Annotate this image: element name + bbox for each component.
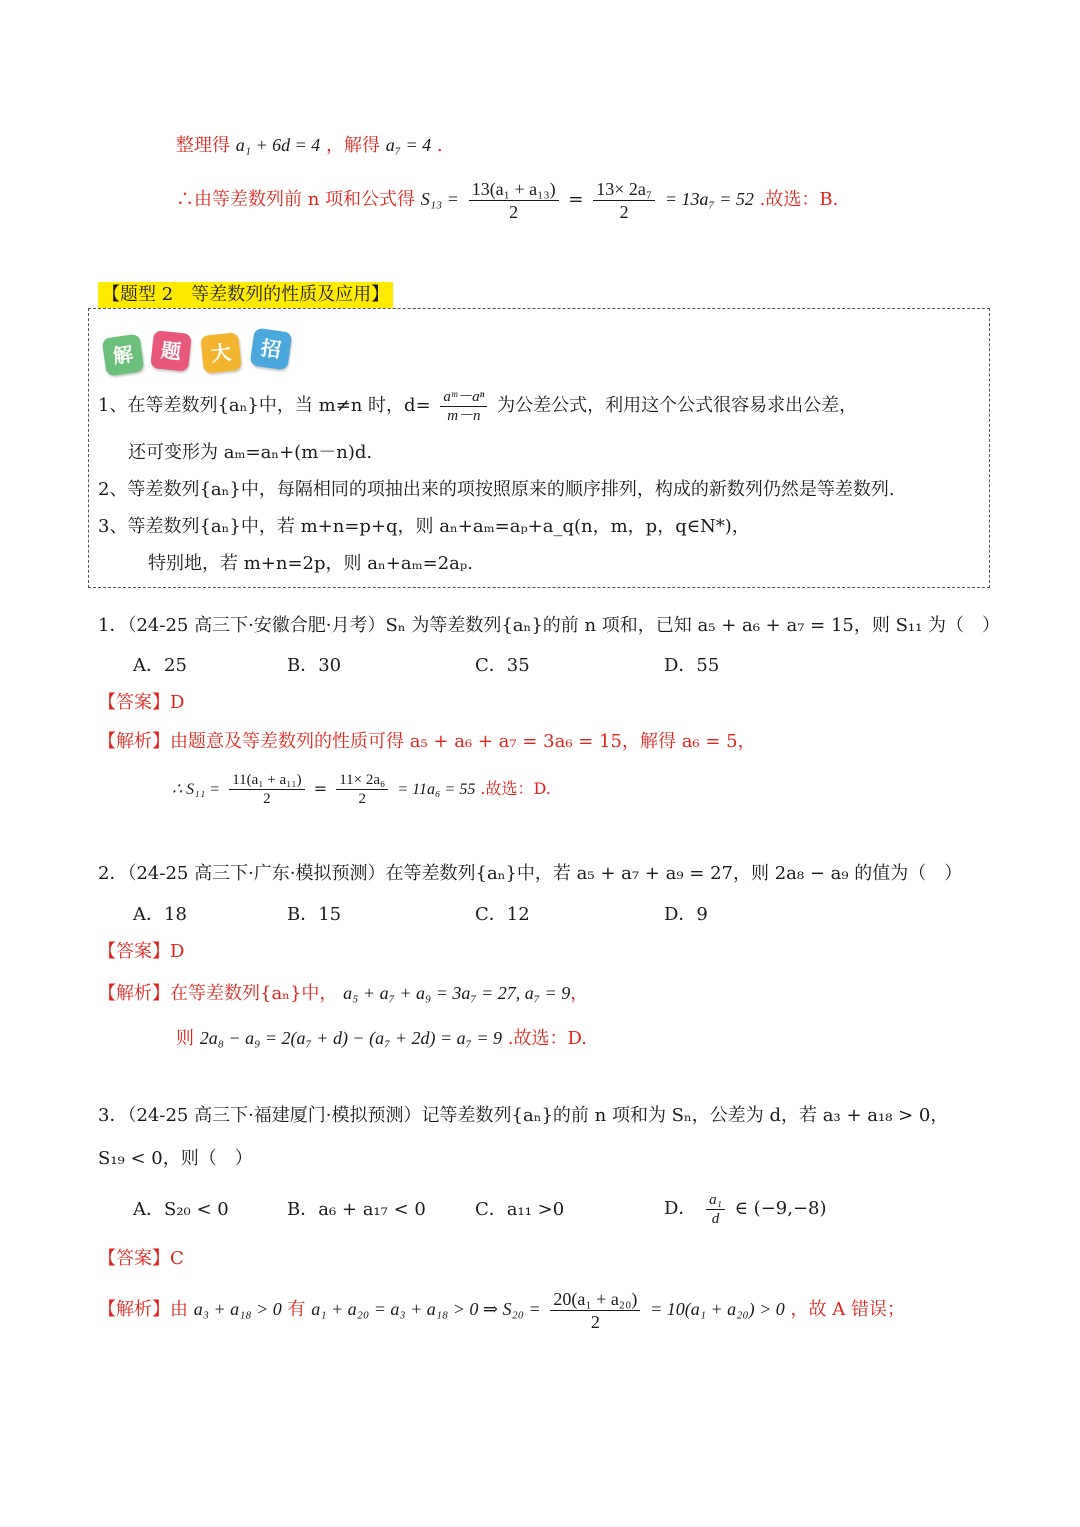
tip-3-cont: 特别地，若 m+n=2p，则 aₙ+aₘ=2aₚ. <box>148 553 473 574</box>
q1-answer: 【答案】D <box>98 692 185 713</box>
q3-option-d: D． $\frac{\text{a₁}}{d}$ ∈ (−9,−8) <box>664 1191 827 1227</box>
section-heading: 【题型 2 等差数列的性质及应用】 <box>98 282 393 308</box>
fraction: $\frac{\text{aᵐ－aⁿ}}{m-n}$ <box>440 388 487 425</box>
q2-analysis: 【解析】在等差数列{aₙ}中， a₅ + a₇ + a₉ = 3a₇ = 27, a₇ = 9， <box>98 983 589 1004</box>
tips-badge-logo <box>104 318 304 380</box>
tip-2: 2、等差数列{aₙ}中，每隔相同的项抽出来的项按照原来的顺序排列，构成的新数列仍然是等差数列. <box>98 479 895 500</box>
question-3-stem: 3．（24-25 高三下·福建厦门·模拟预测）记等差数列{aₙ}的前 n 项和为 Sₙ，公差为 d，若 a₃ + a₁₈ > 0， <box>98 1105 949 1126</box>
fraction: $\frac{\text{13× 2a₇}}{2}$ <box>593 178 655 223</box>
fraction: $\frac{\text{11× 2a₆}}{2}$ <box>336 771 388 808</box>
q1-option-d: D．55 <box>664 655 720 676</box>
solution-line-2: ∴由等差数列前 n 项和公式得 S₁₃ = $\frac{\text{13(a₁ + a₁₃)}}{2}$ = $\frac{\text{13× 2a₇}}{2}$ = 13a₇ = 52 .故选：B. <box>176 178 839 222</box>
question-1-stem: 1．（24-25 高三下·安徽合肥·月考）Sₙ 为等差数列{aₙ}的前 n 项和，已知 a₅ + a₆ + a₇ = 15，则 S₁₁ 为（ ） <box>98 615 1001 636</box>
badge-char: 大 <box>200 332 242 374</box>
q3-option-a: A．S₂₀ < 0 <box>133 1199 229 1220</box>
badge-char: 题 <box>150 330 192 372</box>
q1-option-b: B．30 <box>287 655 342 676</box>
q2-option-b: B．15 <box>287 904 342 925</box>
solution-line-1: 整理得 a₁ + 6d = 4 ，解得 a₇ = 4 . <box>176 135 443 156</box>
q3-option-b: B．a₆ + a₁₇ < 0 <box>287 1199 426 1220</box>
q3-option-c: C．a₁₁ >0 <box>475 1199 565 1220</box>
badge-char: 招 <box>250 328 293 371</box>
question-3-stem-cont: S₁₉ < 0，则（ ） <box>98 1148 253 1169</box>
q2-answer: 【答案】D <box>98 941 185 962</box>
fraction: $\frac{\text{13(a₁ + a₁₃)}}{2}$ <box>469 178 559 223</box>
fraction: $\frac{\text{20(a₁ + a₂₀)}}{2}$ <box>550 1288 640 1333</box>
tip-1: 1、在等差数列{aₙ}中，当 m≠n 时，d= $\frac{\text{aᵐ－aⁿ}}{m-n}$ 为公差公式，利用这个公式很容易求出公差， <box>98 388 858 424</box>
q1-analysis-step: ∴ S₁₁ = $\frac{\text{11(a₁ + a₁₁)}}{2}$ = $\frac{\text{11× 2a₆}}{2}$ = 11a₆ = 55 .故选：D. <box>172 772 551 807</box>
q1-option-c: C．35 <box>475 655 530 676</box>
q2-option-a: A．18 <box>133 904 187 925</box>
q1-option-a: A．25 <box>133 655 187 676</box>
tip-1-cont: 还可变形为 aₘ=aₙ+(m－n)d. <box>128 442 373 463</box>
fraction: $\frac{\text{11(a₁ + a₁₁)}}{2}$ <box>229 771 304 808</box>
fraction: $\frac{\text{a₁}}{d}$ <box>706 1191 725 1228</box>
q2-analysis-step: 则 2a₈ − a₉ = 2(a₇ + d) − (a₇ + 2d) = a₇ = 9 .故选：D. <box>176 1028 587 1049</box>
tip-3: 3、等差数列{aₙ}中，若 m+n=p+q，则 aₙ+aₘ=aₚ+a_q(n，m，p，q∈N*)， <box>98 516 750 537</box>
q2-option-d: D．9 <box>664 904 708 925</box>
q2-option-c: C．12 <box>475 904 530 925</box>
q1-analysis: 【解析】由题意及等差数列的性质可得 a₅ + a₆ + a₇ = 3a₆ = 15，解得 a₆ = 5， <box>98 731 756 752</box>
badge-char: 解 <box>102 334 145 377</box>
q3-answer: 【答案】C <box>98 1248 184 1269</box>
q3-analysis: 【解析】由 a₃ + a₁₈ > 0 有 a₁ + a₂₀ = a₃ + a₁₈ > 0 ⇒ S₂₀ = $\frac{\text{20(a₁ + a₂₀)}}{2}$ = 10(a₁ + a₂₀) > 0 ，故 A 错误； <box>98 1288 905 1332</box>
question-2-stem: 2．（24-25 高三下·广东·模拟预测）在等差数列{aₙ}中，若 a₅ + a₇ + a₉ = 27，则 2a₈ − a₉ 的值为（ ） <box>98 863 963 884</box>
